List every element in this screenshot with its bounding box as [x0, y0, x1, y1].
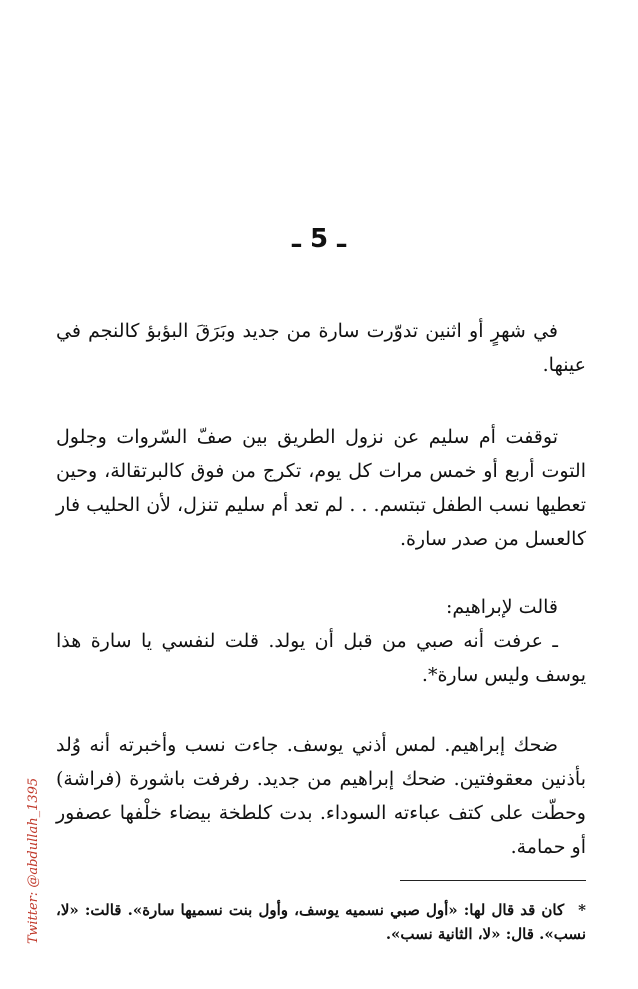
watermark: Twitter: @abdullah_1395 [26, 777, 41, 944]
footnote-text: كان قد قال لها: «أول صبي نسميه يوسف، وأول بنت نسميها سارة». قالت: «لا، نسب». قال: «لا، الثانية نسب». [56, 901, 586, 943]
chapter-number: ـ 5 ـ [292, 224, 346, 254]
footnote [56, 898, 586, 946]
paragraph-3 [56, 728, 586, 864]
dialogue-quote: ـ عرفت أنه صبي من قبل أن يولد. قلت لنفسي يا سارة هذا يوسف وليس سارة*. [56, 630, 586, 686]
dialogue-label: قالت لإبراهيم: [445, 596, 558, 618]
paragraph-text: في شهرٍ أو اثنين تدوّرت سارة من جديد وبَرَقَ البؤبؤ كالنجم في عينها. [56, 320, 586, 376]
footnote-divider [400, 880, 586, 881]
dialogue-block [56, 590, 586, 692]
paragraph-2 [56, 420, 586, 556]
paragraph-text: توقفت أم سليم عن نزول الطريق بين صفّ السّروات وجلول التوت أربع أو خمس مرات كل يوم، تكرج من فوق كالبرتقالة، وحين تعطيها نسب الطفل تبتسم. . . لم تعد أم سليم تنزل، لأن الحليب فار كالعسل من صدر سارة. [56, 426, 586, 550]
footnote-marker: * [578, 901, 587, 919]
paragraph-text: ضحك إبراهيم. لمس أذني يوسف. جاءت نسب وأخبرته أنه وُلد بأذنين معقوفتين. ضحك إبراهيم من جديد. رفرفت باشورة (فراشة) وحطّت على كتف عباءته السوداء. بدت كلطخة بيضاء خلْفها عصفور أو حمامة. [56, 734, 586, 858]
paragraph-1 [56, 314, 586, 382]
